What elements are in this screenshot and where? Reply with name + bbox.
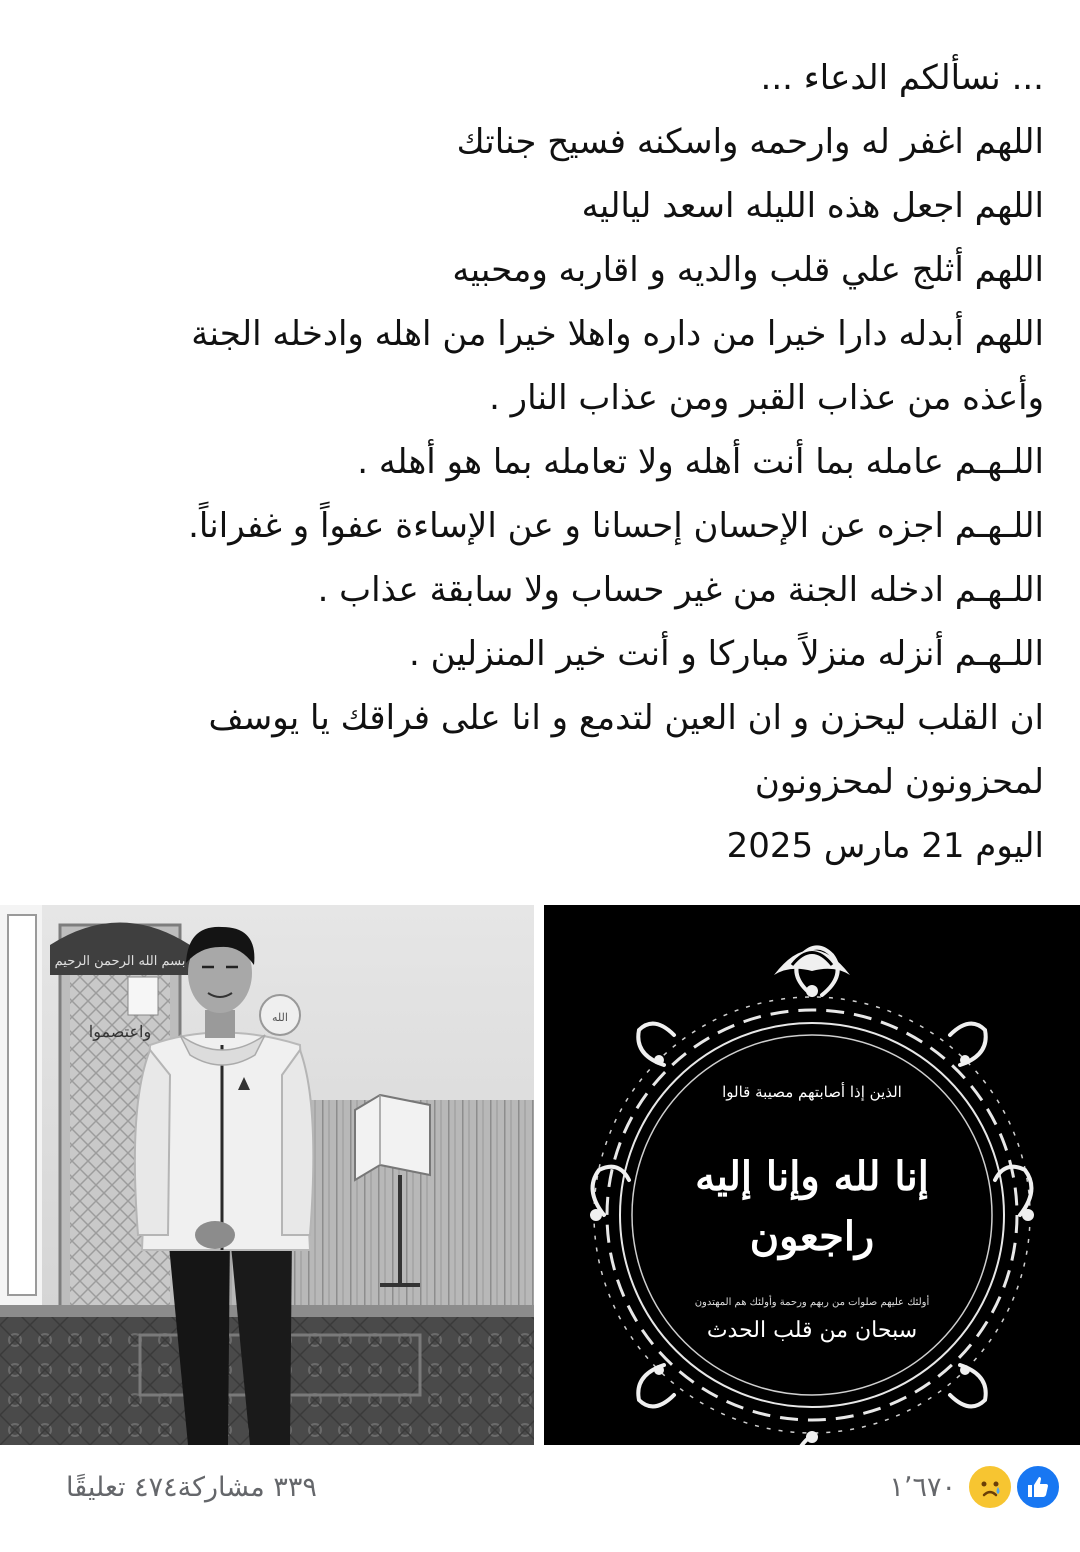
frame-calligraphy: الله [272, 1011, 288, 1024]
banner-calligraphy: بسم الله الرحمن الرحيم [54, 954, 186, 969]
person-photo[interactable] [0, 905, 534, 1445]
card-bottom-text: أولئك عليهم صلوات من ربهم ورحمة وأولئك هم المهتدون [694, 1297, 930, 1308]
shares-count[interactable]: ٣٣٩ مشاركة [177, 1471, 317, 1503]
post-line: اللـهـم أنزله منزلاً مباركا و أنت خير المنزلين . [409, 634, 1044, 674]
post-media [0, 905, 1080, 1445]
post-line: اللهم أبدله دارا خيرا من داره واهلا خيرا من اهله وادخله الجنة [191, 314, 1044, 354]
post-line: اللهم أثلج علي قلب والديه و اقاربه ومحبيه [452, 250, 1044, 290]
islamic-ornamental-frame-icon [544, 905, 1080, 1445]
post-line: لمحزونون لمحزونون [754, 762, 1044, 802]
post-text [34, 46, 1044, 878]
card-signature: سبحان من قلب الحدث [706, 1318, 918, 1343]
wall-calligraphy: واعتصموا [88, 1022, 152, 1041]
card-top-text: الذين إذا أصابتهم مصيبة قالوا [722, 1083, 902, 1101]
post-line: اللـهـم عامله بما أنت أهله ولا تعامله بما هو أهله . [357, 442, 1044, 482]
card-main-text-1: إنا لله وإنا إليه [695, 1153, 929, 1200]
post-line: وأعذه من عذاب القبر ومن عذاب النار . [489, 378, 1044, 418]
card-main-text-2: راجعون [749, 1213, 875, 1260]
person-photo-illustration [0, 905, 534, 1445]
post-date-line: اليوم 21 مارس 2025 [726, 826, 1044, 866]
post-line: ... نسألكم الدعاء ... [760, 58, 1044, 98]
like-icon [1014, 1463, 1062, 1511]
post-footer [0, 1452, 1080, 1522]
post-line: اللهم اغفر له وارحمه واسكنه فسيح جناتك [456, 122, 1044, 162]
post-line: اللـهـم اجزه عن الإحسان إحسانا و عن الإساءة عفواً و غفراناً. [188, 506, 1044, 546]
post-line: اللـهـم ادخله الجنة من غير حساب ولا سابقة عذاب . [317, 570, 1044, 610]
reactions-summary[interactable] [889, 1460, 1052, 1514]
reaction-count: ١٬٦٧٠ [889, 1471, 956, 1503]
post-line: ان القلب ليحزن و ان العين لتدمع و انا على فراقك يا يوسف [208, 698, 1044, 738]
comments-count[interactable]: ٤٧٤ تعليقًا [66, 1471, 178, 1503]
post-stats [38, 1460, 317, 1514]
post-line: اللهم اجعل هذه الليله اسعد لياليه [581, 186, 1044, 226]
sad-icon [966, 1463, 1014, 1511]
condolence-card[interactable] [544, 905, 1080, 1445]
